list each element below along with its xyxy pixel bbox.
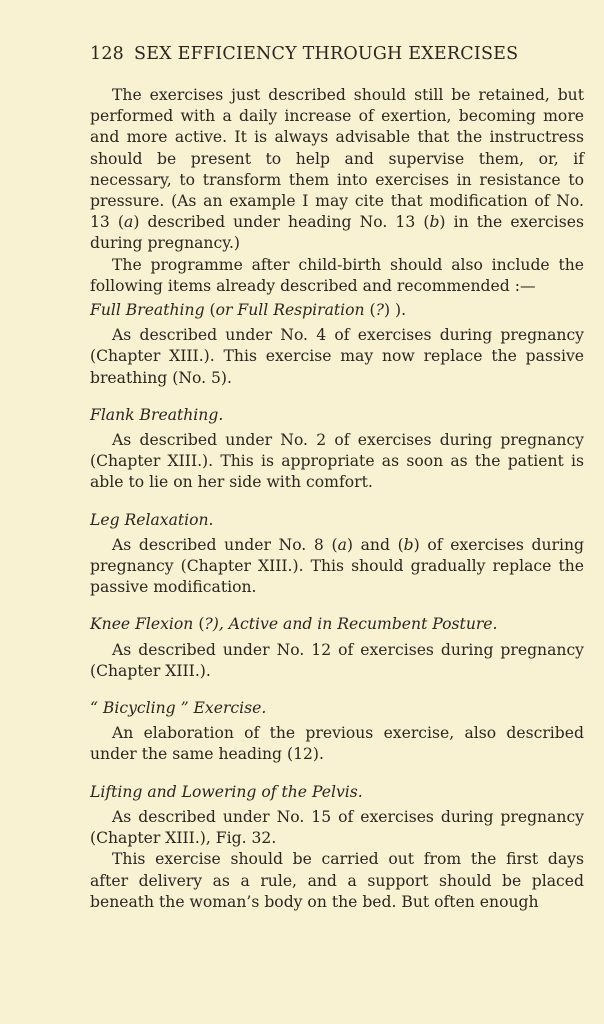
text-run: The exercises just described should still be retained, but performed with a daily increase of exertion, becoming more and more active. It is always advisable that the instructress should be present to help and supervise them, or, if necessary, to transform them into exercises in resistance to pressure. (As an example I may cite that modification of No. 13 (	[90, 86, 584, 232]
section-heading-knee-flexion	[90, 614, 584, 635]
italic-run: b	[403, 535, 414, 554]
page-number: 128	[90, 44, 125, 64]
text-run: ) of exercises during pregnancy (Chapter XIII.). This should gradually replace the passive modification.	[90, 535, 585, 597]
heading-run: ?	[375, 301, 385, 320]
running-title: SEX EFFICIENCY THROUGH EXERCISES	[134, 44, 519, 64]
heading-run: (	[193, 615, 205, 634]
paragraph-support: This exercise should be carried out from the first days after delivery as a rule, and a support should be placed beneath the woman’s body on the bed. But often enough	[90, 850, 584, 911]
paragraph-intro	[90, 85, 584, 255]
italic-run: a	[337, 535, 347, 554]
section-heading-leg-relaxation: Leg Relaxation.	[90, 510, 214, 529]
heading-run: (	[364, 301, 376, 320]
running-header	[90, 44, 584, 64]
section-text-pelvis: As described under No. 15 of exercises during pregnancy (Chapter XIII.), Fig. 32.	[90, 807, 584, 848]
heading-run: Knee Flexion	[90, 615, 194, 634]
book-page	[90, 44, 584, 913]
heading-run: ?	[204, 615, 213, 634]
section-text-bicycling: An elaboration of the previous exercise, also described under the same heading (12).	[90, 724, 584, 764]
paragraph-programme: The programme after child-birth should also include the following items already described and recommended :—	[90, 255, 584, 295]
text-run: ) in the exercises during pregnancy.)	[90, 213, 584, 253]
heading-run: ) ).	[384, 301, 407, 320]
section-text-full-breathing: As described under No. 4 of exercises during pregnancy (Chapter XIII.). This exercise may now replace the passive breathing (No. 5).	[90, 326, 584, 387]
text-run: ) and (	[346, 535, 404, 554]
section-text-flank-breathing: As described under No. 2 of exercises during pregnancy (Chapter XIII.). This is appropriate as soon as the patient is able to lie on her side with comfort.	[90, 431, 584, 492]
italic-run: a	[124, 213, 134, 232]
heading-run: or Full Respiration	[215, 301, 365, 320]
italic-run: b	[429, 213, 440, 232]
section-heading-bicycling: “ Bicycling ” Exercise.	[90, 699, 267, 718]
heading-run: ), Active and in Recumbent Posture.	[212, 615, 498, 634]
section-heading-flank-breathing: Flank Breathing.	[90, 405, 224, 424]
heading-run: (	[204, 301, 216, 320]
section-text-leg-relaxation	[90, 535, 584, 599]
section-heading-pelvis: Lifting and Lowering of the Pelvis.	[90, 782, 363, 801]
section-heading-full-breathing	[90, 300, 584, 321]
text-run: As described under No. 8 (	[112, 535, 338, 554]
text-run: ) described under heading No. 13 (	[133, 213, 430, 232]
section-text-knee-flexion: As described under No. 12 of exercises during pregnancy (Chapter XIII.).	[90, 640, 584, 680]
heading-run: Full Breathing	[90, 301, 205, 320]
